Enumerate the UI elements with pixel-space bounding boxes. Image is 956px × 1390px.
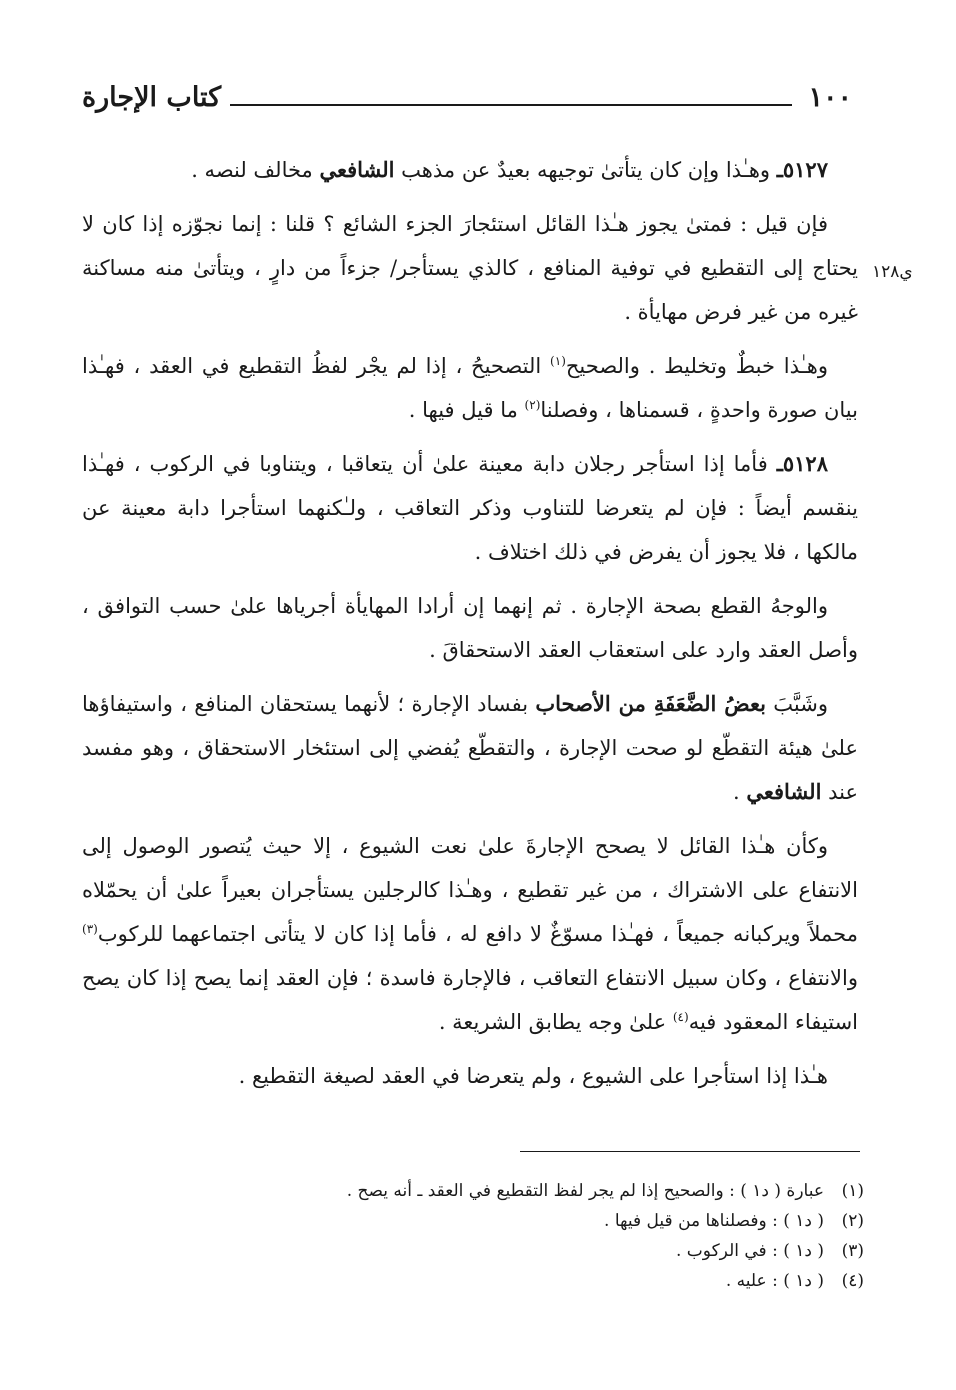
footnote-key: (١) xyxy=(841,1181,864,1201)
footnote-text: عبارة ( د١ ) : والصحيح إذا لم يجر لفظ التقطيع في العقد ـ أنه يصح . xyxy=(346,1181,824,1201)
text-run: علىٰ وجه يطابق الشريعة . xyxy=(438,1010,673,1034)
footnote xyxy=(82,1176,864,1206)
text-run: بفساد الإجارة ؛ لأنهما يستحقان المنافع ، واستيفاؤها علىٰ هيئة التقطّع لو صحت الإجارة ، والتقطّع يُفضي إلى استئخار الاستحقاق ، وهو مفسد عند xyxy=(82,692,858,804)
text-run: مخالف لنصه . xyxy=(191,158,320,182)
paragraph-closing: هـٰذا إذا استأجرا على الشيوع ، ولم يتعرضا في العقد لصيغة التقطيع . xyxy=(238,1064,828,1088)
book-title: كتاب الإجارة xyxy=(82,82,222,113)
text-run: . xyxy=(733,780,747,804)
paragraph-weak-view xyxy=(82,682,858,814)
emphasis-run: بعضُ الضَّعَفَةِ من الأصحاب xyxy=(535,691,766,716)
footnote-ref-3: (٣) xyxy=(82,922,98,936)
footnote-ref-4: (٤) xyxy=(672,1010,689,1024)
paragraph-explanation xyxy=(82,824,858,1044)
footnote xyxy=(82,1206,864,1236)
footnote-ref-2: (٢) xyxy=(524,398,541,412)
text-run: وهـٰذا خبطٌ وتخليط . والصحيح xyxy=(565,354,828,378)
footnote xyxy=(82,1266,864,1296)
scholar-name: الشافعي xyxy=(319,157,395,182)
paragraph-5127 xyxy=(82,148,858,192)
footnotes xyxy=(82,1176,864,1296)
margin-reference: ي١٢٨ xyxy=(872,262,913,282)
issue-number: ٥١٢٨ـ xyxy=(776,451,828,476)
footnote-ref-1: (١) xyxy=(550,354,566,368)
text-run: وكأن هـٰذا القائل لا يصحح الإجارةَ علىٰ نعت الشيوع ، إلا حيث يُتصور الوصول إلى الانتفاع على الاشتراك ، من غير تقطيع ، وهـٰذا كالرجلين يستأجران بعيراً علىٰ أن يحمّلاه محملاً ويركبانه جميعاً ، فهـٰذا مسوّغٌ لا دافع له ، فأما إذا كان لا يتأتى اجتماعهما للركوب xyxy=(82,834,858,946)
text-run: التصحيحُ ، إذا لم يجْر لفظُ التقطيع في العقد ، فهـٰذا بيان صورة واحدةٍ ، قسمناها ، وفصلنا xyxy=(82,354,858,422)
paragraph-5128 xyxy=(82,442,858,574)
text-run: وشَبَّبَ xyxy=(765,692,828,716)
text-run: ما قيل فيها . xyxy=(408,398,525,422)
footnote-key: (٣) xyxy=(841,1241,864,1261)
footnote-text: ( د١ ) : وفصلناها من قيل فيها . xyxy=(604,1211,824,1231)
text-run: وهـٰذا وإن كان يتأتىٰ توجيهه بعيدٌ عن مذهب xyxy=(394,158,777,182)
header-rule xyxy=(230,104,792,106)
text-run: والانتفاع ، وكان سبيل الانتفاع التعاقب ، فالإجارة فاسدة ؛ فإن العقد إنما يصح إذا كان يصح استيفاء المعقود فيه xyxy=(82,966,858,1034)
issue-number: ٥١٢٧ـ xyxy=(776,157,828,182)
running-header xyxy=(82,82,852,122)
footnote xyxy=(82,1236,864,1266)
text-run: فأما إذا استأجر رجلان دابة معينة علىٰ أن يتعاقبا ، ويتناوبا في الركوب ، فهـٰذا ينقسم أيضاً : فإن لم يتعرضا للتناوب وذكر التعاقب ، ولـٰكنهما استأجرا دابة معينة عن مالكها ، فلا يجوز أن يفرض في ذلك اختلاف . xyxy=(82,452,858,564)
footnote-separator xyxy=(520,1151,860,1152)
footnote-text: ( د١ ) : في الركوب . xyxy=(676,1241,824,1261)
paragraph-ruling: والوجهُ القطع بصحة الإجارة . ثم إنهما إن أرادا المهايأة أجرياها علىٰ حسب التوافق ، وأصل العقد وارد على استعقاب العقد الاستحقاقَ . xyxy=(82,594,858,662)
paragraph-correct-view xyxy=(82,344,858,432)
page-number: ١٠٠ xyxy=(808,82,852,113)
footnote-text: ( د١ ) : عليه . xyxy=(725,1271,824,1291)
paragraph-question: فإن قيل : فمتىٰ يجوز هـٰذا القائل استئجارَ الجزء الشائع ؟ قلنا : إنما نجوّزه إذا كان لا يحتاج إلى التقطيع في توفية المنافع ، كالذي يستأجر/ جزءاً من دارٍ ، ويتأتىٰ منه مساكنة غيره من غير فرض مهايأة . xyxy=(82,212,858,324)
main-text xyxy=(82,148,858,1108)
footnote-key: (٤) xyxy=(841,1271,864,1291)
footnote-key: (٢) xyxy=(841,1211,864,1231)
scholar-name: الشافعي xyxy=(746,779,822,804)
